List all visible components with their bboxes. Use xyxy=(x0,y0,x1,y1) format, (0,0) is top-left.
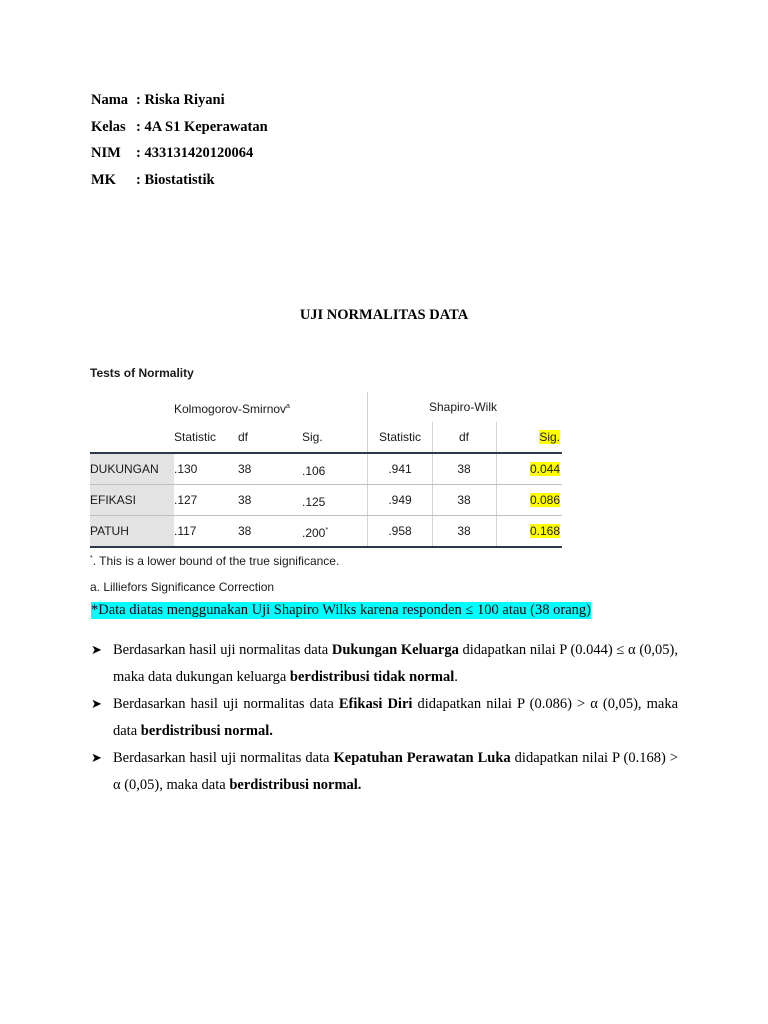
sw-statistic: .949 xyxy=(388,493,412,507)
column-header-sig: Sig. xyxy=(539,430,560,444)
column-header: Statistic xyxy=(378,430,421,444)
list-item xyxy=(91,745,678,798)
info-value: : 4A S1 Keperawatan xyxy=(136,118,268,135)
info-row-nama xyxy=(91,92,268,119)
ks-statistic: .130 xyxy=(174,462,198,476)
ks-sig: .200* xyxy=(302,526,329,540)
sw-df: 38 xyxy=(457,462,471,476)
info-key: Kelas xyxy=(91,118,126,135)
section-heading: UJI NORMALITAS DATA xyxy=(299,307,469,323)
info-value: : 433131420120064 xyxy=(136,145,254,162)
ks-statistic: .117 xyxy=(174,524,197,538)
table-group-header xyxy=(90,392,562,422)
table-footnote-star: *. This is a lower bound of the true significance. xyxy=(90,554,340,568)
table-row xyxy=(90,485,562,516)
student-info xyxy=(91,92,268,199)
group-header-sw: Shapiro-Wilk xyxy=(428,400,497,414)
sw-sig: 0.044 xyxy=(529,462,560,476)
column-header: df xyxy=(458,430,469,444)
conclusion-text: Berdasarkan hasil uji normalitas data Efikasi Diri didapatkan nilai P (0.086) > α (0,05), maka data berdistribusi normal. xyxy=(113,696,679,739)
normality-table-block xyxy=(90,366,562,594)
conclusion-list xyxy=(91,637,678,799)
ks-sig: .125 xyxy=(302,495,326,509)
table-column-header xyxy=(90,422,562,454)
info-value: : Riska Riyani xyxy=(136,92,225,108)
column-header: df xyxy=(238,430,249,444)
ks-df: 38 xyxy=(238,493,252,507)
conclusion-text: Berdasarkan hasil uji normalitas data Kepatuhan Perawatan Luka didapatkan nilai P (0.168) > α (0,05), maka data berdistribusi normal. xyxy=(113,750,679,793)
table-footnote-a: a. Lilliefors Significance Correction xyxy=(90,580,275,594)
table-row xyxy=(90,454,562,485)
sw-statistic: .941 xyxy=(388,462,412,476)
info-key: Nama xyxy=(91,92,129,108)
group-header-ks: Kolmogorov-Smirnov$^a$ xyxy=(174,402,290,416)
table-row xyxy=(90,516,562,548)
info-row-kelas xyxy=(91,119,268,146)
table-title: Tests of Normality xyxy=(90,366,194,380)
info-row-mk xyxy=(91,172,268,199)
highlighted-note: *Data diatas menggunakan Uji Shapiro Wilks karena responden ≤ 100 atau (38 orang) xyxy=(91,602,591,618)
arrow-bullet-icon: ➤ xyxy=(91,696,102,711)
column-header: Sig. xyxy=(302,430,323,444)
column-header: Statistic xyxy=(174,430,217,444)
row-label: PATUH xyxy=(90,516,174,546)
sw-sig: 0.086 xyxy=(529,493,560,507)
info-value: : Biostatistik xyxy=(136,172,215,189)
arrow-bullet-icon: ➤ xyxy=(91,642,102,657)
sw-df: 38 xyxy=(457,524,471,538)
info-key: NIM xyxy=(91,145,121,162)
row-label: EFIKASI xyxy=(90,485,174,515)
ks-sig: .106 xyxy=(302,464,326,478)
ks-df: 38 xyxy=(238,524,252,538)
ks-df: 38 xyxy=(238,462,252,476)
list-item xyxy=(91,691,678,744)
info-row-nim xyxy=(91,145,268,172)
sw-df: 38 xyxy=(457,493,471,507)
normality-table xyxy=(90,392,562,548)
sw-sig: 0.168 xyxy=(529,524,560,538)
list-item xyxy=(91,637,678,690)
row-label: DUKUNGAN xyxy=(90,454,174,484)
conclusion-text: Berdasarkan hasil uji normalitas data Dukungan Keluarga didapatkan nilai P (0.044) ≤ α (0,05), maka data dukungan keluarga berdistribusi tidak normal. xyxy=(113,642,678,685)
info-key: MK xyxy=(91,172,116,189)
arrow-bullet-icon: ➤ xyxy=(91,750,102,765)
sw-statistic: .958 xyxy=(388,524,412,538)
ks-statistic: .127 xyxy=(174,493,198,507)
